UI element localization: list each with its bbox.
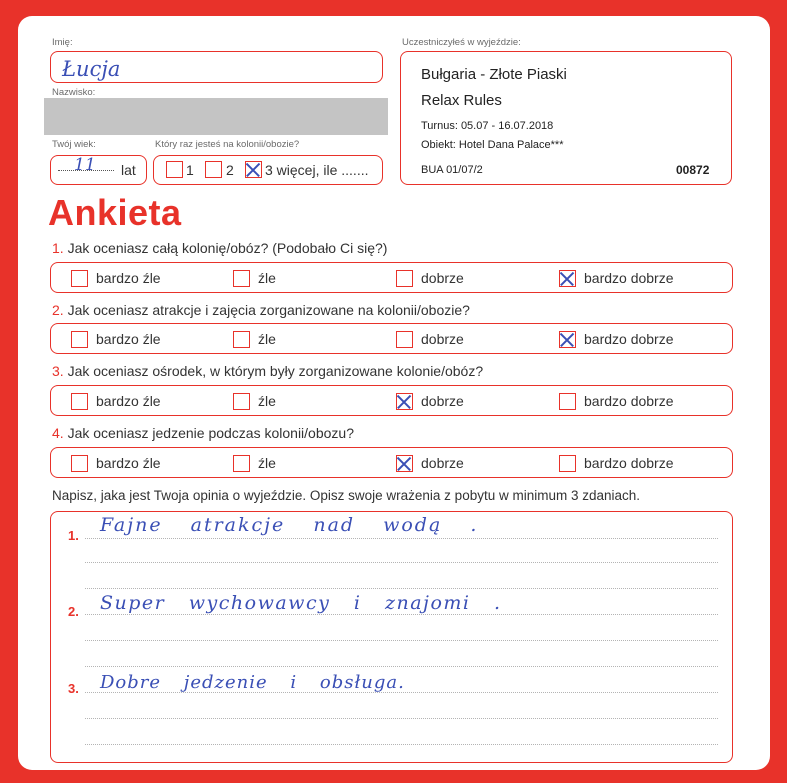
q4-checkbox-bardzo-dobrze[interactable] [559, 455, 576, 472]
q2-checkbox-dobrze[interactable] [396, 331, 413, 348]
opinion-line-3-number: 3. [68, 681, 79, 696]
q4-option-bardzo-zle: bardzo źle [96, 455, 161, 471]
question-4-number: 4. [52, 425, 64, 441]
opinion-line-1-number: 1. [68, 528, 79, 543]
raz-option-1: 1 [186, 162, 194, 178]
imie-label: Imię: [52, 37, 73, 48]
wiek-label: Twój wiek: [52, 139, 96, 150]
nazwisko-label: Nazwisko: [52, 87, 96, 98]
dotted-line [85, 538, 718, 539]
opinion-line-1-text: Fajne atrakcje nad wodą . [100, 514, 479, 536]
question-2-number: 2. [52, 302, 64, 318]
wiek-value: 11 [74, 155, 96, 175]
camp-subtitle: Relax Rules [421, 92, 502, 109]
raz-checkbox-3[interactable] [245, 161, 262, 178]
q3-checkbox-bardzo-zle[interactable] [71, 393, 88, 410]
q4-checkbox-zle[interactable] [233, 455, 250, 472]
question-3-text: Jak oceniasz ośrodek, w którym były zorganizowane kolonie/obóz? [67, 363, 484, 379]
opinion-line-2-number: 2. [68, 604, 79, 619]
q2-option-dobrze: dobrze [421, 331, 464, 347]
opinion-line-2-text: Super wychowawcy i znajomi . [100, 592, 502, 614]
q3-option-dobrze: dobrze [421, 393, 464, 409]
dotted-line [85, 692, 718, 693]
q1-option-dobrze: dobrze [421, 270, 464, 286]
q3-option-zle: źle [258, 393, 276, 409]
q3-checkbox-bardzo-dobrze[interactable] [559, 393, 576, 410]
opinion-line-3-text: Dobre jedzenie i obsługa. [100, 672, 405, 693]
imie-value: Łucja [62, 57, 121, 81]
dotted-line [85, 744, 718, 745]
q4-option-dobrze: dobrze [421, 455, 464, 471]
q2-option-zle: źle [258, 331, 276, 347]
q1-checkbox-dobrze[interactable] [396, 270, 413, 287]
camp-code: BUA 01/07/2 [421, 164, 483, 176]
camp-turnus: Turnus: 05.07 - 16.07.2018 [421, 120, 554, 132]
question-4 [52, 425, 354, 441]
q3-checkbox-zle[interactable] [233, 393, 250, 410]
raz-option-3: 3 więcej, ile ....... [265, 162, 369, 178]
camp-title: Bułgaria - Złote Piaski [421, 66, 567, 83]
q3-option-bardzo-dobrze: bardzo dobrze [584, 393, 674, 409]
camp-number: 00872 [676, 163, 710, 177]
question-1-text: Jak oceniasz całą kolonię/obóz? (Podobało Ci się?) [67, 240, 388, 256]
q2-checkbox-bardzo-dobrze[interactable] [559, 331, 576, 348]
q4-option-bardzo-dobrze: bardzo dobrze [584, 455, 674, 471]
q4-option-zle: źle [258, 455, 276, 471]
q1-option-zle: źle [258, 270, 276, 286]
q1-checkbox-zle[interactable] [233, 270, 250, 287]
q4-checkbox-dobrze[interactable] [396, 455, 413, 472]
wiek-suffix: lat [121, 162, 136, 178]
uczestniczyles-label: Uczestniczyłeś w wyjeździe: [402, 37, 521, 48]
q3-checkbox-dobrze[interactable] [396, 393, 413, 410]
raz-option-2: 2 [226, 162, 234, 178]
opinion-prompt: Napisz, jaka jest Twoja opinia o wyjeździe. Opisz swoje wrażenia z pobytu w minimum 3 zdaniach. [52, 488, 641, 503]
question-4-text: Jak oceniasz jedzenie podczas kolonii/obozu? [67, 425, 354, 441]
q1-checkbox-bardzo-dobrze[interactable] [559, 270, 576, 287]
q3-option-bardzo-zle: bardzo źle [96, 393, 161, 409]
ktory-raz-label: Który raz jesteś na kolonii/obozie? [155, 139, 300, 150]
q2-option-bardzo-dobrze: bardzo dobrze [584, 331, 674, 347]
question-1-number: 1. [52, 240, 64, 256]
q1-checkbox-bardzo-zle[interactable] [71, 270, 88, 287]
dotted-line [85, 666, 718, 667]
dotted-line [85, 718, 718, 719]
q1-option-bardzo-zle: bardzo źle [96, 270, 161, 286]
dotted-line [85, 562, 718, 563]
question-1 [52, 240, 387, 256]
q1-option-bardzo-dobrze: bardzo dobrze [584, 270, 674, 286]
question-3-number: 3. [52, 363, 64, 379]
q2-checkbox-zle[interactable] [233, 331, 250, 348]
dotted-line [85, 614, 718, 615]
raz-checkbox-2[interactable] [205, 161, 222, 178]
question-2-text: Jak oceniasz atrakcje i zajęcia zorganizowane na kolonii/obozie? [67, 302, 470, 318]
raz-checkbox-1[interactable] [166, 161, 183, 178]
q2-checkbox-bardzo-zle[interactable] [71, 331, 88, 348]
question-2 [52, 302, 470, 318]
question-3 [52, 363, 483, 379]
q4-checkbox-bardzo-zle[interactable] [71, 455, 88, 472]
dotted-line [85, 588, 718, 589]
nazwisko-redacted [44, 98, 388, 135]
q2-option-bardzo-zle: bardzo źle [96, 331, 161, 347]
survey-title: Ankieta [48, 192, 182, 233]
dotted-line [85, 640, 718, 641]
opinion-box[interactable] [50, 511, 733, 763]
camp-obiekt: Obiekt: Hotel Dana Palace*** [421, 139, 564, 151]
